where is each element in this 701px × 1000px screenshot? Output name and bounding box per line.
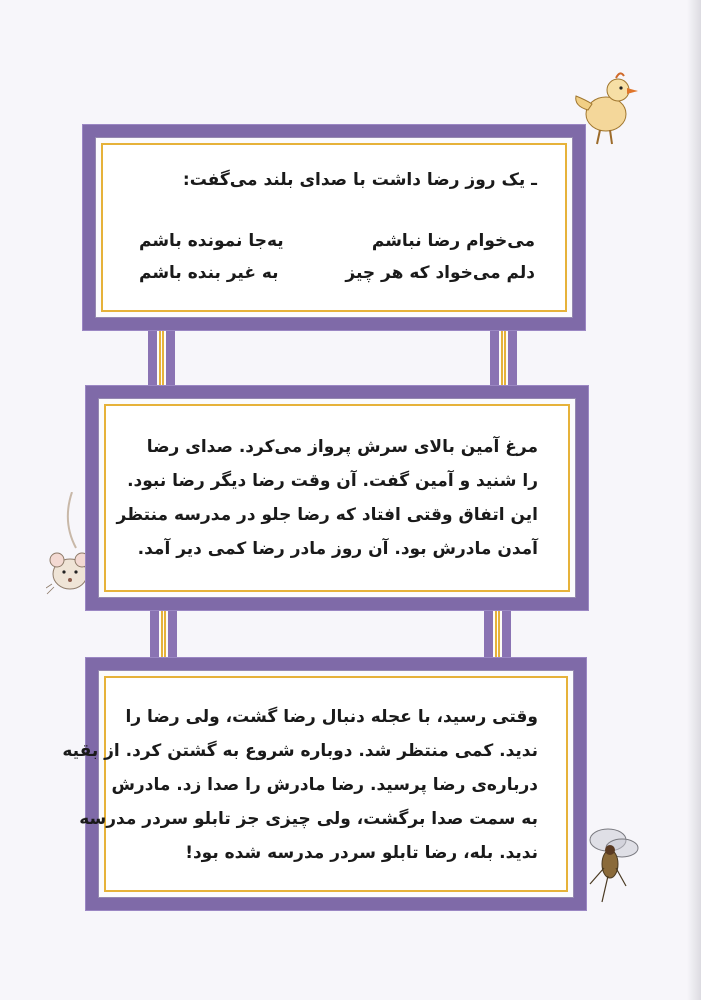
post-left-1 [148, 328, 175, 388]
post-left-2 [150, 608, 177, 660]
paragraph-line: این اتفاق وقتی افتاد که رضا جلو در مدرسه منتظر [116, 505, 538, 525]
intro-line: ـ یک روز رضا داشت با صدای بلند می‌گفت: [182, 170, 537, 190]
paragraph-line: به سمت صدا برگشت، ولی چیزی جز تابلو سردر مدرسه [79, 809, 538, 829]
sign-inner-3 [62, 676, 568, 892]
poem-line1-right: می‌خوام رضا نباشم [371, 231, 535, 251]
paragraph-line: آمدن مادرش بود. آن روز مادر رضا کمی دیر آمد. [137, 539, 538, 559]
paragraph-line: ندید. کمی منتظر شد. دوباره شروع به گشتن کرد. از بقیه [62, 741, 538, 761]
sign-frame-2 [86, 386, 588, 610]
sign-inner-2 [104, 404, 570, 592]
sign-frame-3 [62, 658, 586, 910]
post-right-2 [484, 608, 511, 660]
poem-line1-left: یه‌جا نمونده باشم [139, 231, 284, 251]
paragraph-line: درباره‌ی رضا پرسید. رضا مادرش را صدا زد. مادرش [111, 775, 538, 795]
poem-line2-right: دلم می‌خواد که هر چیز [345, 263, 535, 283]
fly-icon [578, 818, 648, 908]
page-edge-shadow [687, 0, 701, 1000]
sign-frame-1 [83, 125, 585, 330]
paragraph-line: را شنید و آمین گفت. آن وقت رضا دیگر رضا نبود. [127, 471, 538, 491]
poem-line2-left: به غیر بنده باشم [139, 263, 279, 283]
sign-inner-1 [101, 143, 567, 312]
post-right-1 [490, 328, 517, 388]
paragraph-line: مرغ آمین بالای سرش پرواز می‌کرد. صدای رضا [146, 437, 538, 457]
paragraph-line: وقتی رسید، با عجله دنبال رضا گشت، ولی رضا را [125, 707, 538, 727]
paragraph-line: ندید. بله، رضا تابلو سردر مدرسه شده بود! [185, 843, 538, 863]
